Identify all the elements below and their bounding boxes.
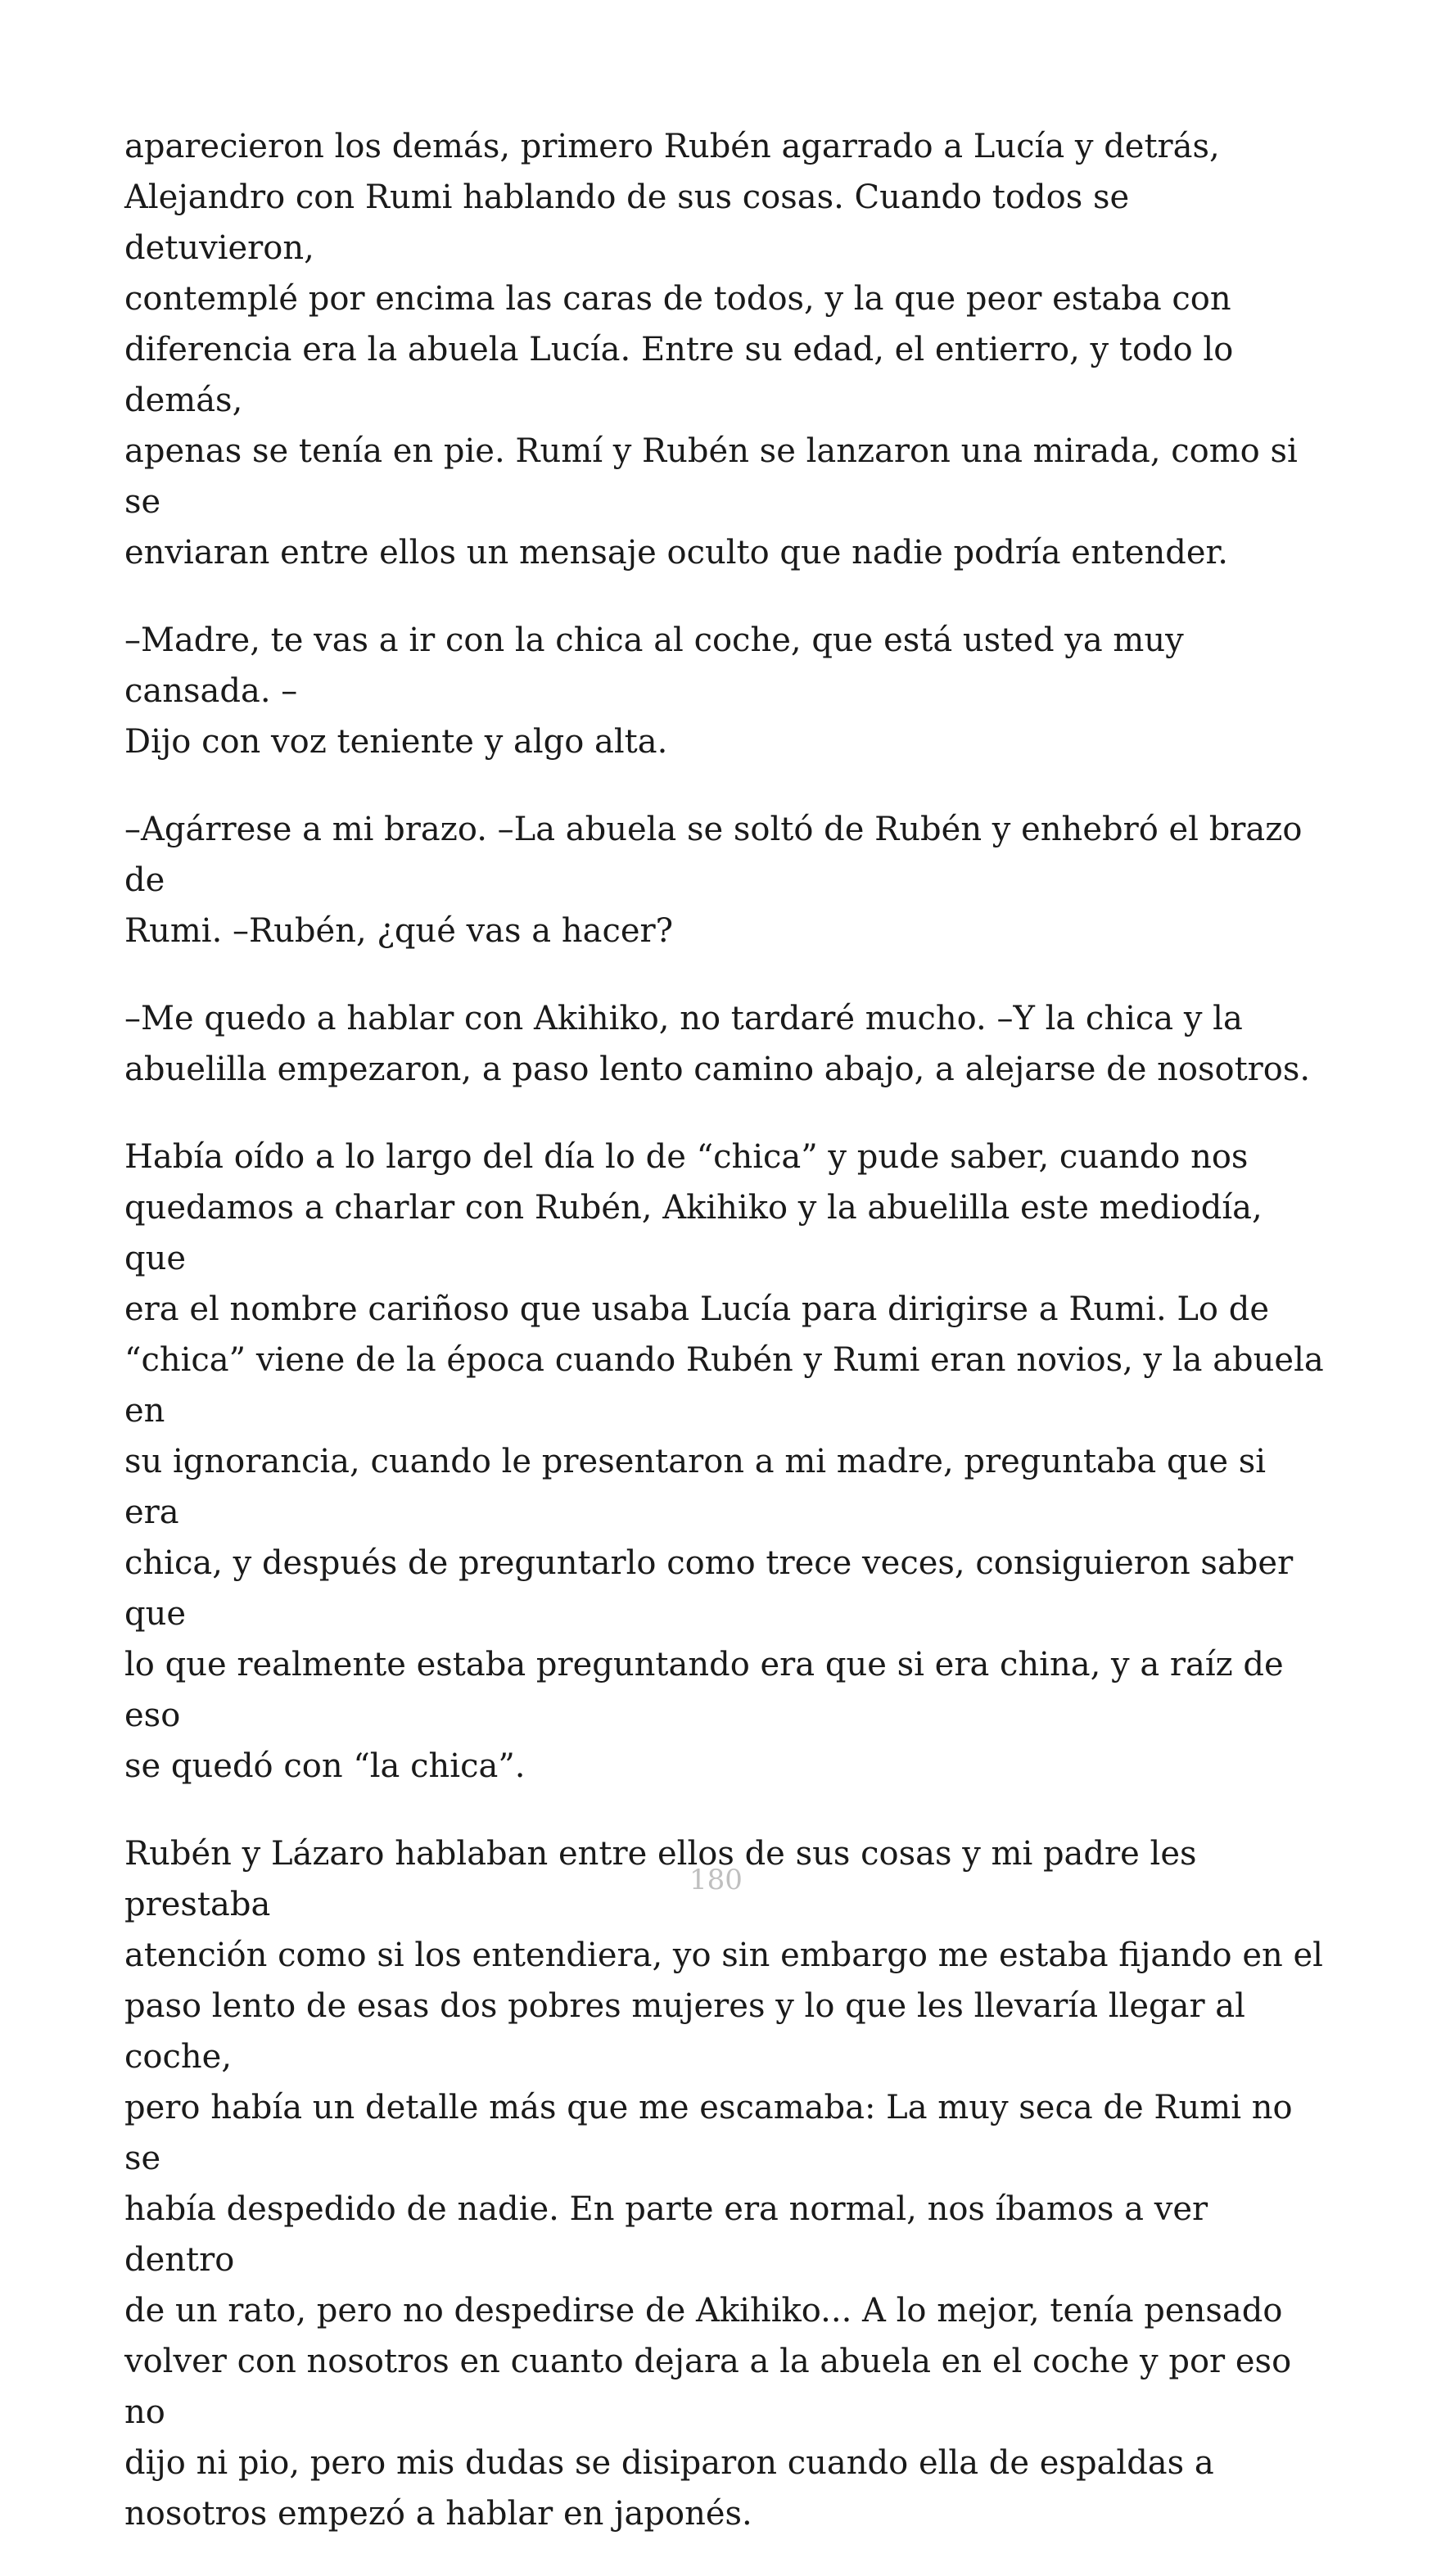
paragraph-3: –Agárrese a mi brazo. –La abuela se soltó de Rubén y enhebró el brazo de Rumi. –Rubén, ¿qué vas a hacer?: [124, 811, 1303, 950]
page-number: 180: [689, 1864, 743, 1896]
paragraph-6: Rubén y Lázaro hablaban entre ellos de sus cosas y mi padre les prestaba atención como si los entendiera, yo sin embargo me estaba fijando en el paso lento de esas dos pobres mujeres y lo que les llevaría llegar al coche, pero había un detalle más que me escamaba: La muy seca de Rumi no se había despedido de nadie. En parte era normal, nos íbamos a ver dentro de un rato, pero no despedirse de Akihiko... A lo mejor, tenía pensado volver con nosotros en cuanto dejara a la abuela en el coche y por eso no dijo ni pio, pero mis dudas se disiparon cuando ella de espaldas a nosotros empezó a hablar en japonés.: [124, 1835, 1323, 2533]
paragraph-4: –Me quedo a hablar con Akihiko, no tardaré mucho. –Y la chica y la abuelilla empezaron, a paso lento camino abajo, a alejarse de nosotros.: [124, 1000, 1311, 1088]
paragraph-1: aparecieron los demás, primero Rubén agarrado a Lucía y detrás, Alejandro con Rumi hablando de sus cosas. Cuando todos se detuvieron, contemplé por encima las caras de todos, y la que peor estaba con diferencia era la abuela Lucía. Entre su edad, el entierro, y todo lo demás, apenas se tenía en pie. Rumí y Rubén se lanzaron una mirada, como si se enviaran entre ellos un mensaje oculto que nadie podría entender.: [124, 128, 1298, 572]
paragraph-2: –Madre, te vas a ir con la chica al coche, que está usted ya muy cansada. – Dijo con voz teniente y algo alta.: [124, 621, 1184, 761]
page-body: [124, 121, 1328, 2576]
paragraph-5: Había oído a lo largo del día lo de “chica” y pude saber, cuando nos quedamos a charlar con Rubén, Akihiko y la abuelilla este mediodía, que era el nombre cariñoso que usaba Lucía para dirigirse a Rumi. Lo de “chica” viene de la época cuando Rubén y Rumi eran novios, y la abuela en su ignorancia, cuando le presentaron a mi madre, preguntaba que si era chica, y después de preguntarlo como trece veces, consiguieron saber que lo que realmente estaba preguntando era que si era china, y a raíz de eso se quedó con “la chica”.: [124, 1138, 1324, 1785]
